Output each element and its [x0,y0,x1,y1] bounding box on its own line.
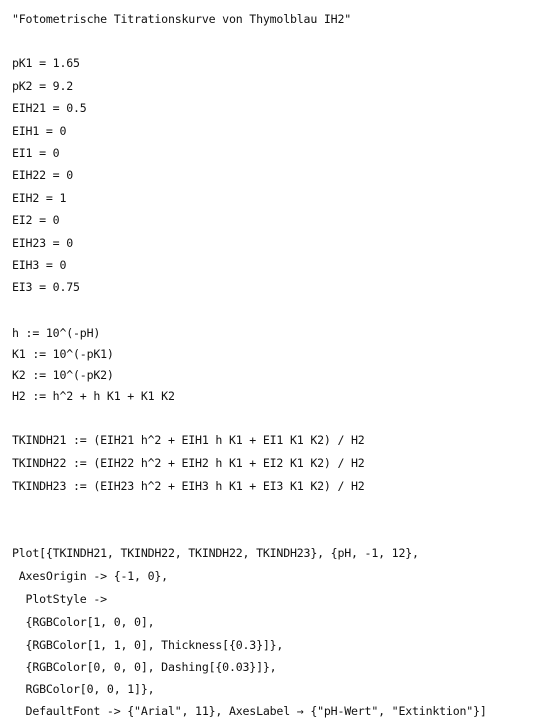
plot-command-line[interactable]: {RGBColor[0, 0, 0], Dashing[{0.03}]}, [12,660,277,674]
param-line[interactable]: pK1 = 1.65 [12,56,80,70]
param-line[interactable]: EI2 = 0 [12,213,60,227]
param-line[interactable]: EI3 = 0.75 [12,280,80,294]
definition-line[interactable]: h := 10^(-pH) [12,326,101,340]
param-line[interactable]: EIH2 = 1 [12,191,67,205]
param-line[interactable]: EIH21 = 0.5 [12,101,87,115]
plot-command-line[interactable]: AxesOrigin -> {-1, 0}, [12,569,168,583]
plot-command-line[interactable]: Plot[{TKINDH21, TKINDH22, TKINDH22, TKINDH23}, {pH, -1, 12}, [12,546,419,560]
notebook-title[interactable]: "Fotometrische Titrationskurve von Thymolblau IH2" [12,12,352,26]
param-line[interactable]: EIH3 = 0 [12,258,67,272]
plot-command-line[interactable]: {RGBColor[1, 1, 0], Thickness[{0.3}]}, [12,638,284,652]
param-line[interactable]: EI1 = 0 [12,146,60,160]
definition-line[interactable]: K1 := 10^(-pK1) [12,347,114,361]
param-line[interactable]: pK2 = 9.2 [12,79,74,93]
definition-line[interactable]: H2 := h^2 + h K1 + K1 K2 [12,389,175,403]
param-line[interactable]: EIH1 = 0 [12,124,67,138]
plot-command-line[interactable]: RGBColor[0, 0, 1]}, [12,682,155,696]
function-line[interactable]: TKINDH22 := (EIH22 h^2 + EIH2 h K1 + EI2 K1 K2) / H2 [12,456,365,470]
plot-command-line[interactable]: DefaultFont -> {"Arial", 11}, AxesLabel → {"pH-Wert", "Extinktion"}] [12,704,487,718]
param-line[interactable]: EIH23 = 0 [12,236,74,250]
plot-command-line[interactable]: PlotStyle -> [12,592,107,606]
function-line[interactable]: TKINDH23 := (EIH23 h^2 + EIH3 h K1 + EI3 K1 K2) / H2 [12,479,365,493]
plot-command-line[interactable]: {RGBColor[1, 0, 0], [12,615,155,629]
definition-line[interactable]: K2 := 10^(-pK2) [12,368,114,382]
param-line[interactable]: EIH22 = 0 [12,168,74,182]
function-line[interactable]: TKINDH21 := (EIH21 h^2 + EIH1 h K1 + EI1 K1 K2) / H2 [12,433,365,447]
